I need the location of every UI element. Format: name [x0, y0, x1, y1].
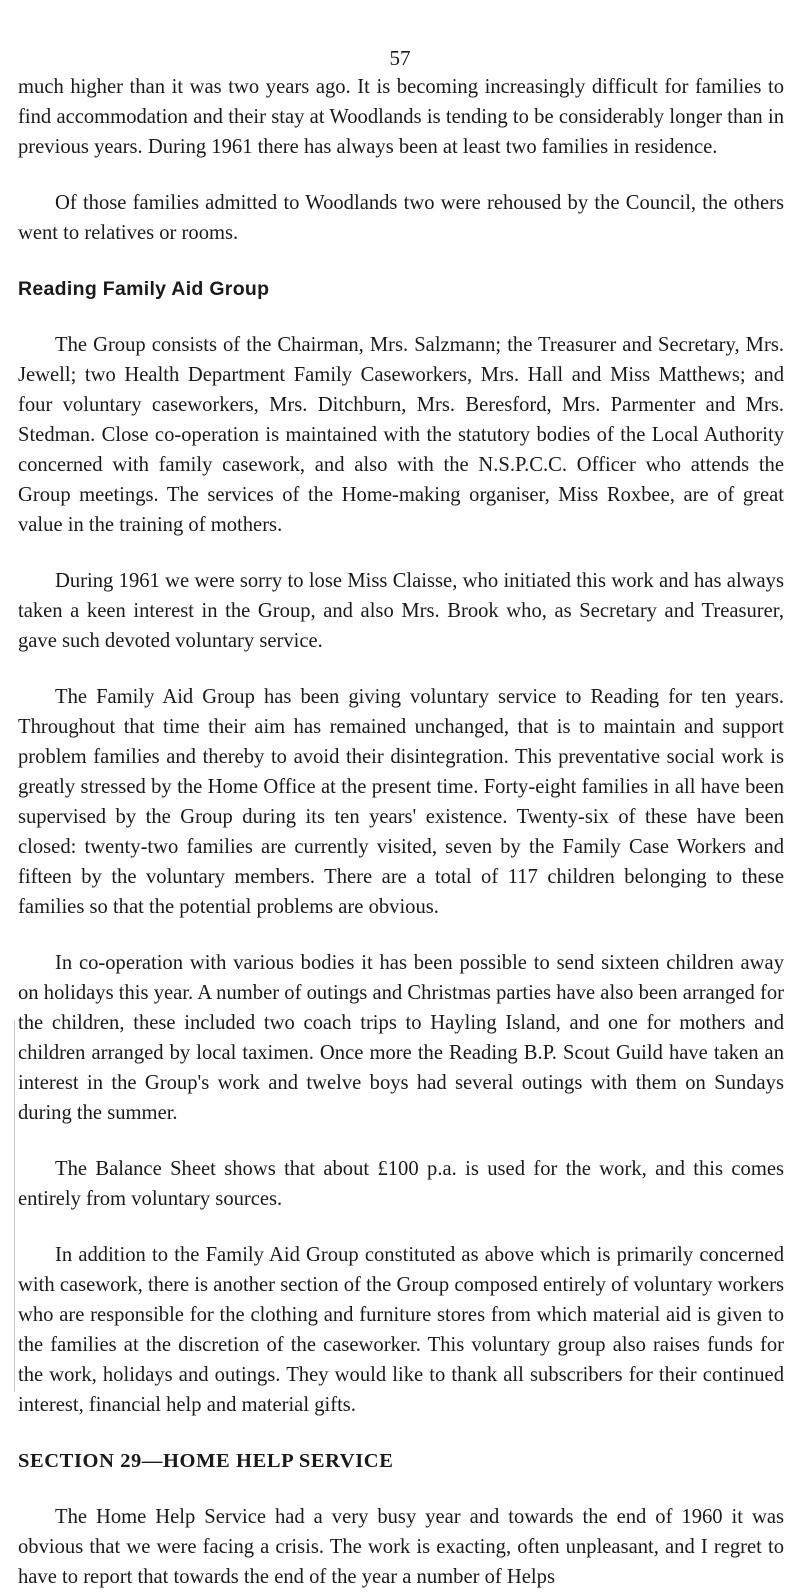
paragraph-gap — [18, 540, 784, 566]
page-content — [18, 72, 784, 1592]
heading-section-29-home-help: SECTION 29—HOME HELP SERVICE — [18, 1450, 394, 1472]
paragraph-gap — [18, 248, 784, 274]
paragraph-gap — [18, 1476, 784, 1502]
paragraph-gap — [18, 656, 784, 682]
paragraph-gap — [18, 1214, 784, 1240]
paragraph-gap — [18, 922, 784, 948]
paragraph-balance-sheet: The Balance Sheet shows that about £100 p.a. is used for the work, and this comes entirely from voluntary sources. — [18, 1158, 784, 1210]
scan-edge-line — [14, 1020, 15, 1392]
paragraph-group-losses: During 1961 we were sorry to lose Miss Claisse, who initiated this work and has always taken a keen interest in the Group, and also Mrs. Brook who, as Secretary and Treasurer, gave such devoted voluntary service. — [18, 570, 784, 652]
paragraph-holidays-outings: In co-operation with various bodies it has been possible to send sixteen children away on holidays this year. A number of outings and Christmas parties have also been arranged for the children, these included two coach trips to Hayling Island, and one for mothers and children arranged by local taximen. Once more the Reading B.P. Scout Guild have taken an interest in the Group's work and twelve boys had several outings with them on Sundays during the summer. — [18, 952, 784, 1124]
paragraph-gap — [18, 304, 784, 330]
paragraph-home-help-crisis: The Home Help Service had a very busy year and towards the end of 1960 it was obvious that we were facing a crisis. The work is exacting, often unpleasant, and I regret to have to report that towards the end of the year a number of Helps — [18, 1506, 784, 1588]
paragraph-group-members: The Group consists of the Chairman, Mrs. Salzmann; the Treasurer and Secretary, Mrs. Jewell; two Health Department Family Caseworkers, Mrs. Hall and Miss Matthews; and four voluntary caseworkers, Mrs. Ditchburn, Mrs. Beresford, Mrs. Parmenter and Mrs. Stedman. Close co-operation is maintained with the statutory bodies of the Local Authority concerned with family casework, and also with the N.S.P.C.C. Officer who attends the Group meetings. The services of the Home-making organiser, Miss Roxbee, are of great value in the training of mothers. — [18, 334, 784, 536]
page-number: 57 — [389, 46, 411, 70]
paragraph-group-history: The Family Aid Group has been giving voluntary service to Reading for ten years. Throughout that time their aim has remained unchanged, that is to maintain and support problem families and thereby to avoid their disintegration. This preventative social work is greatly stressed by the Home Office at the present time. Forty-eight families in all have been supervised by the Group during its ten years' existence. Twenty-six of these have been closed: twenty-two families are currently visited, seven by the Family Case Workers and fifteen by the voluntary members. There are a total of 117 children belonging to these families so that the potential problems are obvious. — [18, 686, 784, 918]
paragraph-woodlands-stay: much higher than it was two years ago. It is becoming increasingly difficult for families to find accommodation and their stay at Woodlands is tending to be considerably longer than in previous years. During 1961 there has always been at least two families in residence. — [18, 76, 784, 158]
paragraph-woodlands-rehoused: Of those families admitted to Woodlands two were rehoused by the Council, the others went to relatives or rooms. — [18, 192, 784, 244]
paragraph-gap — [18, 1128, 784, 1154]
heading-reading-family-aid-group: Reading Family Aid Group — [18, 278, 270, 300]
paragraph-gap — [18, 1420, 784, 1446]
paragraph-gap — [18, 162, 784, 188]
paragraph-voluntary-section: In addition to the Family Aid Group constituted as above which is primarily concerned with casework, there is another section of the Group composed entirely of voluntary workers who are responsible for the clothing and furniture stores from which material aid is given to the families at the discretion of the caseworker. This voluntary group also raises funds for the work, holidays and outings. They would like to thank all subscribers for their continued interest, financial help and material gifts. — [18, 1244, 784, 1416]
